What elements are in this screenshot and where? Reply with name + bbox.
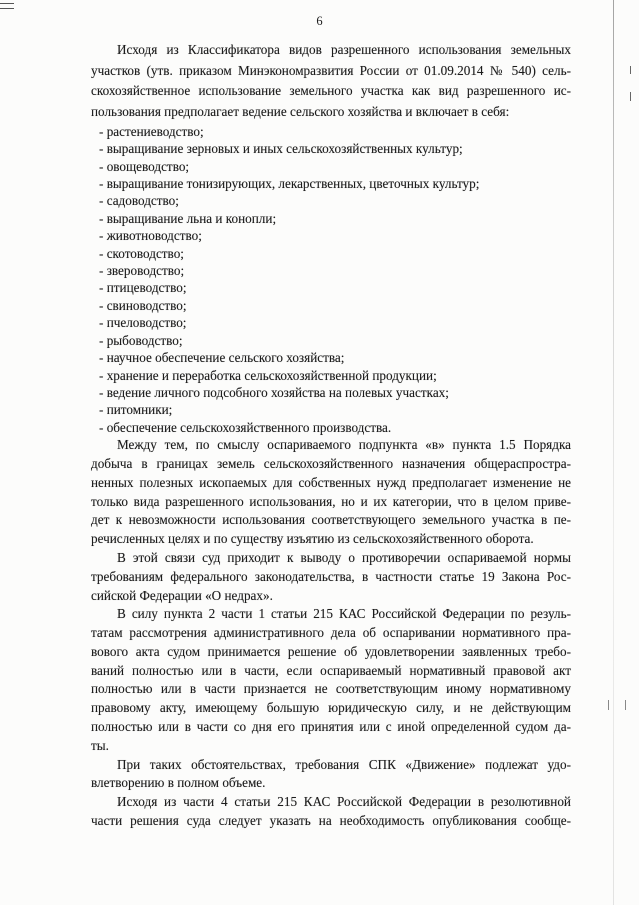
list-item: - хранение и переработка сельскохозяйственной продукции; (99, 367, 437, 383)
page-number: 6 (316, 14, 323, 28)
paragraph-line: ты. (91, 737, 109, 753)
paragraph-line: Исходя из Классификатора видов разрешенного использования земельных (117, 42, 571, 57)
list-item: - скотоводство; (99, 245, 184, 261)
list-item: - пчеловодство; (99, 315, 187, 331)
list-item: - птицеводство; (99, 280, 187, 296)
paragraph-line: сийской Федерации «О недрах». (91, 587, 273, 603)
intro-paragraph (91, 40, 571, 123)
paragraph-line: ваний полностью или в части, если оспариваемый нормативный правовой акт (91, 662, 571, 678)
paragraph (91, 756, 571, 794)
paragraph-line: В этой связи суд приходит к выводу о противоречии оспариваемой нормы (117, 549, 571, 565)
paragraph-line: части решения суда следует указать на необходимость опубликования сообще- (91, 813, 571, 829)
paragraph-line: ненных полезных ископаемых для собственных нужд предполагает изменение не (91, 474, 571, 490)
list-item: - обеспечение сельскохозяйственного производства. (99, 419, 392, 435)
paragraph-line: добыча в границах земель сельскохозяйственного назначения общераспростра- (91, 455, 571, 471)
list-item: - научное обеспечение сельского хозяйства; (99, 350, 345, 366)
usage-list (91, 123, 571, 436)
paragraph-line: вового акта судом принимается решение об удовлетворении заявленных требо- (91, 643, 571, 659)
list-item: - выращивание тонизирующих, лекарственных, цветочных культур; (99, 176, 480, 192)
paragraph (91, 436, 571, 549)
paragraph-line: влетворению в полном объеме. (91, 775, 266, 791)
paragraph-line: правовому акту, имеющему большую юридическую силу, и не действующим (91, 700, 571, 716)
scan-speck (608, 700, 609, 710)
scan-page-edge-line (613, 0, 614, 905)
list-item: - выращивание льна и конопли; (99, 210, 277, 226)
list-item: - звероводство; (99, 263, 185, 279)
paragraph-line: Между тем, по смыслу оспариваемого подпункта «в» пункта 1.5 Порядка (117, 437, 571, 453)
paragraph-line: полностью или в части признается не соответствующим иному нормативному (91, 681, 571, 697)
list-item: - рыбоводство; (99, 332, 183, 348)
list-item: - выращивание зерновых и иных сельскохозяйственных культур; (99, 141, 463, 157)
paragraph (91, 549, 571, 605)
list-item: - садоводство; (99, 193, 179, 209)
paragraph-line: полностью или в части со дня его принятия или с иной определенной судом да- (91, 719, 571, 735)
list-item: - животноводство; (99, 228, 202, 244)
list-item: - овощеводство; (99, 158, 190, 174)
paragraph-line: В силу пункта 2 части 1 статьи 215 КАС Российской Федерации по резуль- (117, 606, 571, 622)
paragraph-line: дет к невозможности использования соответствующего земельного участка в пе- (91, 512, 571, 528)
paragraph (91, 793, 571, 831)
scan-speck (630, 66, 631, 74)
scan-speck (625, 700, 626, 710)
paragraph-line: пользования предполагает ведение сельского хозяйства и включает в себя: (91, 104, 510, 120)
paragraph-line: требованиям федерального законодательства, в частности статье 19 Закона Рос- (91, 568, 571, 584)
list-item: - питомники; (99, 402, 173, 418)
scan-corner-mark (0, 3, 14, 9)
paragraph-line: скохозяйственное использование земельного участка как вид разрешенного ис- (91, 83, 571, 99)
scan-speck (630, 92, 631, 101)
paragraph (91, 605, 571, 755)
paragraph-line: участков (утв. приказом Минэкономразвития России от 01.09.2014 № 540) сель- (91, 62, 571, 78)
document-body (91, 40, 571, 831)
paragraph-line: только вида разрешенного использования, но и их категории, что в целом приве- (91, 493, 571, 509)
paragraph-line: татам рассмотрения административного дела об оспаривании нормативного пра- (91, 625, 571, 641)
paragraph-line: речисленных целях и по существу изъятию из сельскохозяйственного оборота. (91, 531, 534, 547)
paragraph-line: Исходя из части 4 статьи 215 КАС Российской Федерации в резолютивной (117, 794, 571, 810)
paragraph-line: При таких обстоятельствах, требования СПК «Движение» подлежат удо- (117, 756, 571, 772)
list-item: - ведение личного подсобного хозяйства на полевых участках; (99, 384, 449, 400)
list-item: - свиноводство; (99, 297, 187, 313)
list-item: - растениеводство; (99, 123, 204, 139)
